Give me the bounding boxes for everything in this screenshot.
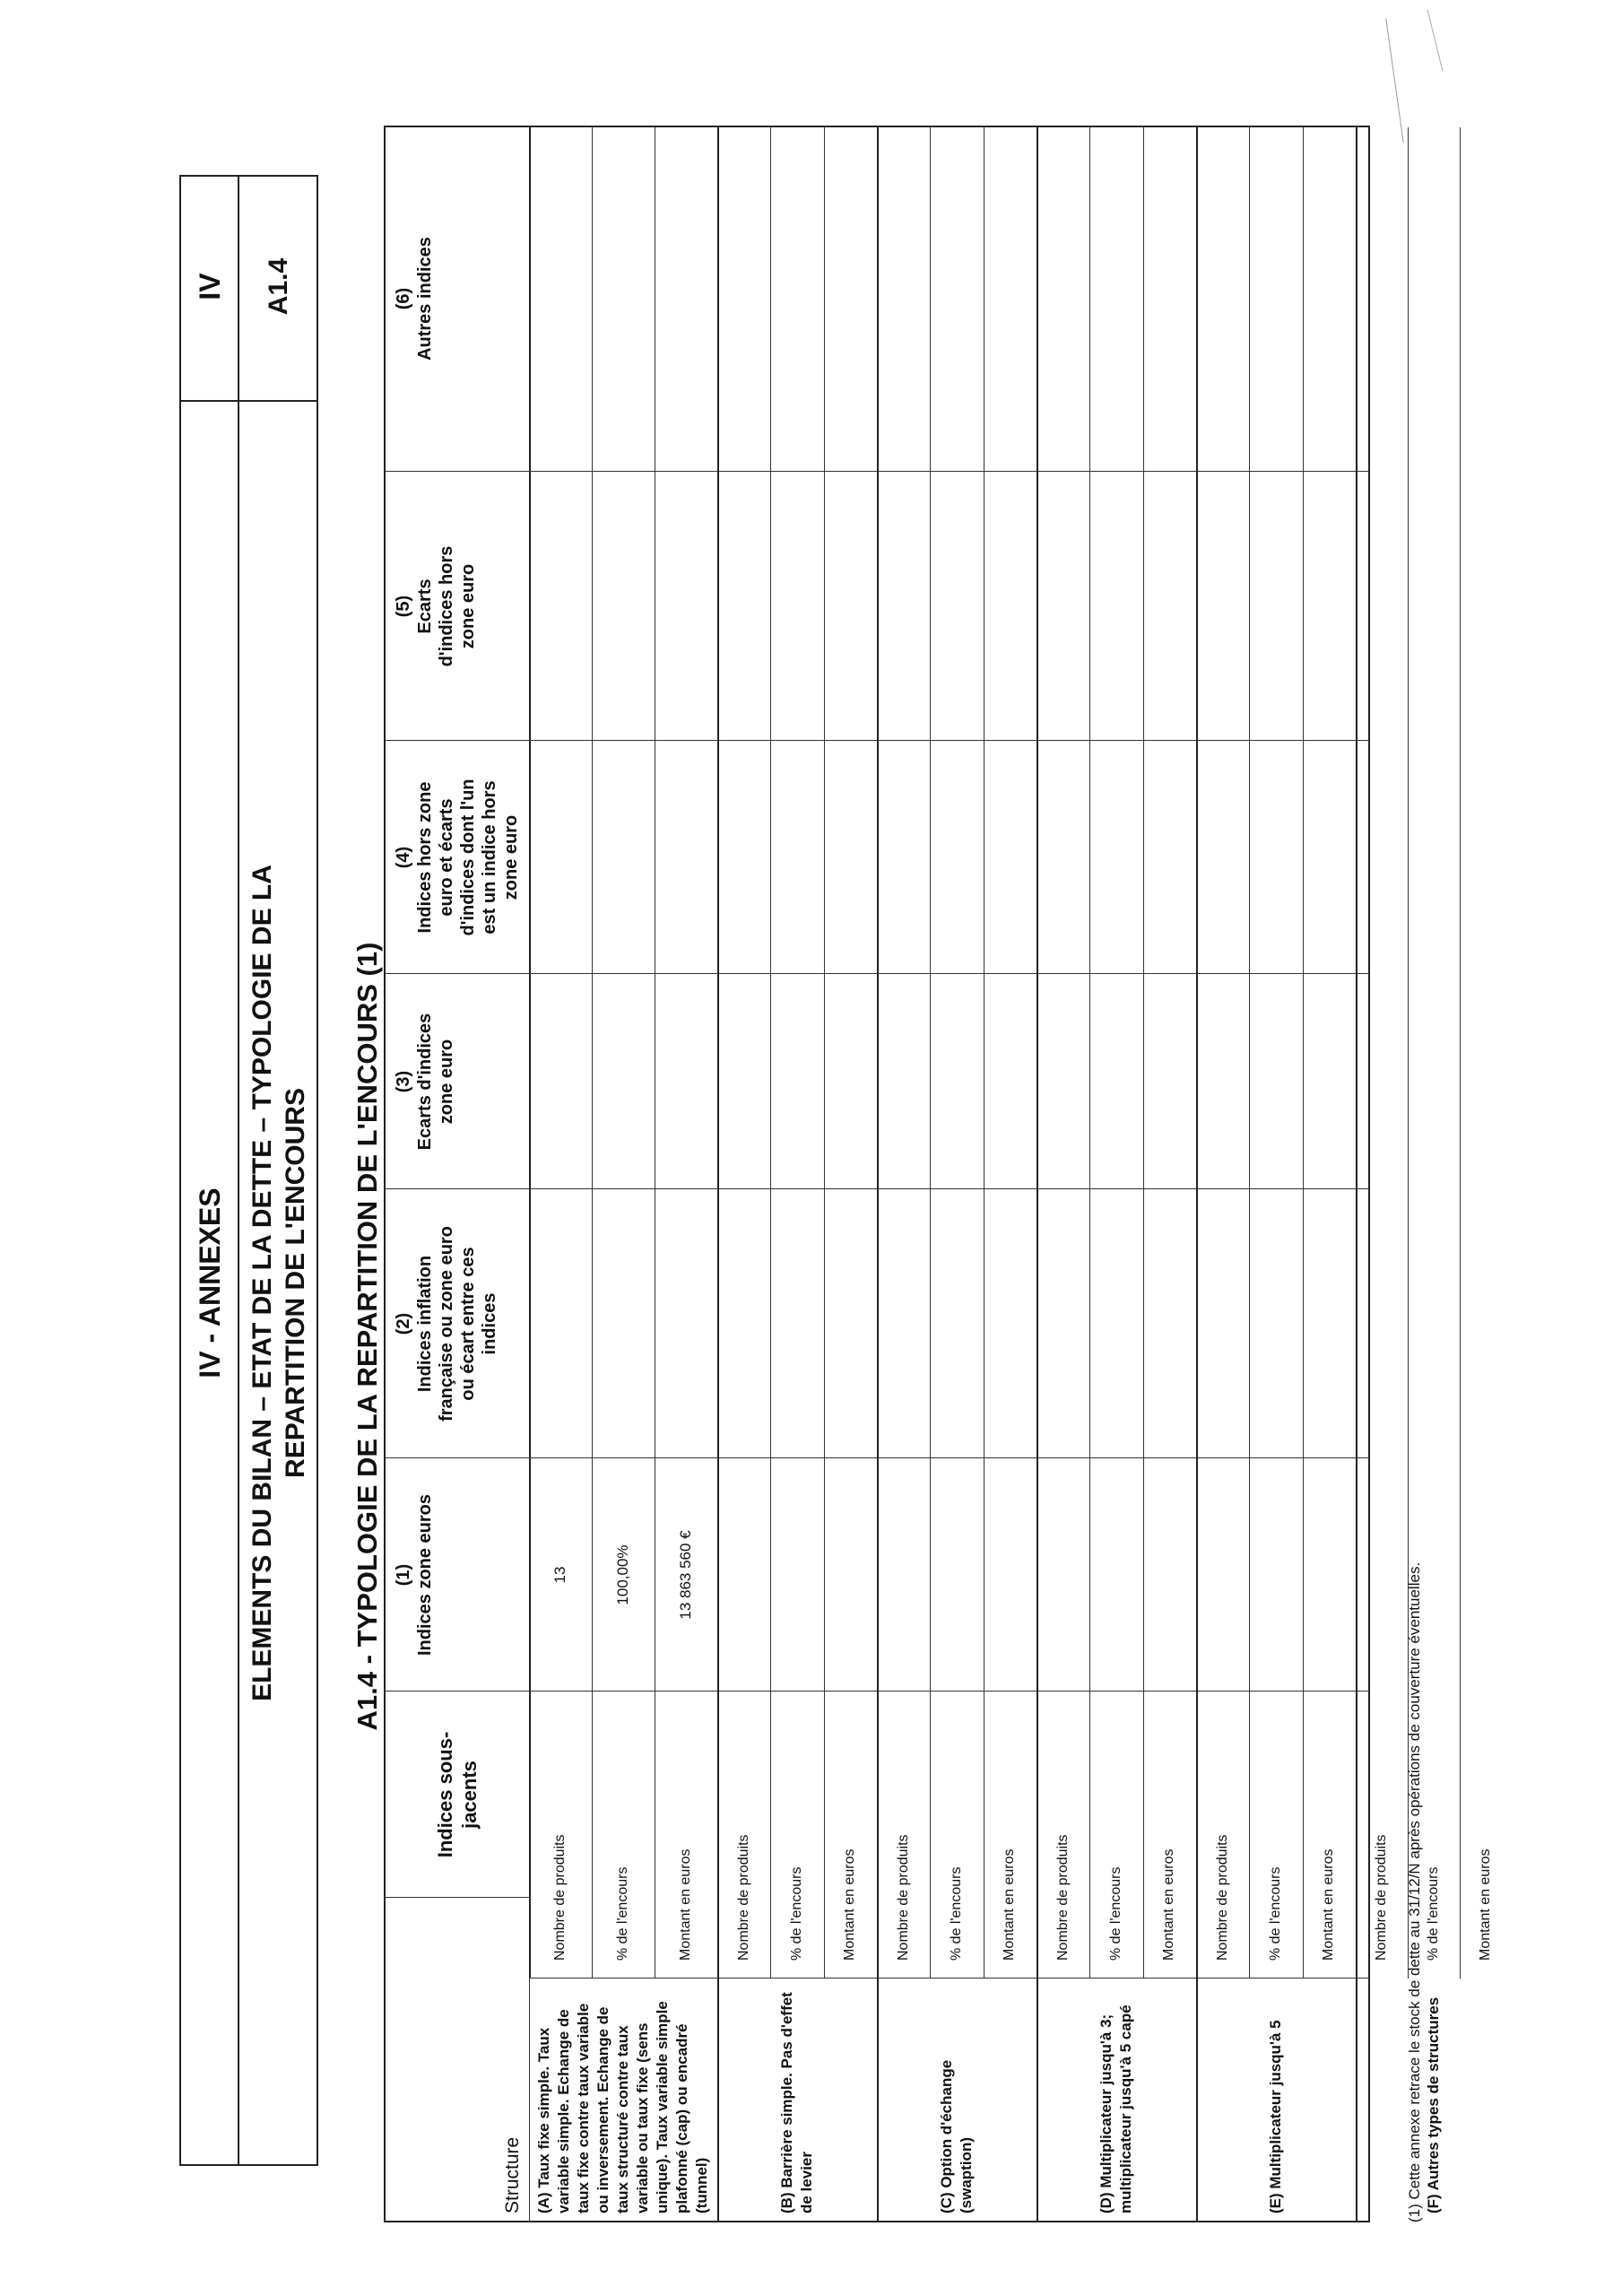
value-cell bbox=[1249, 1458, 1302, 1692]
table-rule bbox=[1460, 127, 1461, 1979]
value-cell bbox=[1460, 1458, 1512, 1692]
value-cell bbox=[1196, 1458, 1249, 1692]
value-cell bbox=[1356, 1458, 1408, 1692]
value-cell bbox=[717, 1458, 770, 1692]
table-rule bbox=[824, 127, 825, 1979]
value-cell bbox=[877, 1458, 930, 1692]
scan-mark bbox=[1385, 19, 1403, 144]
column-head-3: (3) Ecarts d'indices zone euro bbox=[394, 1013, 456, 1151]
value-cell bbox=[984, 1458, 1037, 1692]
row-label: Montant en euros bbox=[1321, 1848, 1337, 1961]
column-head-1: (1) Indices zone euros bbox=[394, 1493, 435, 1657]
value-cell bbox=[930, 1458, 983, 1692]
header-title: IV - ANNEXES bbox=[194, 1187, 226, 1378]
row-label: Nombre de produits bbox=[1374, 1834, 1389, 1961]
row-label: Nombre de produits bbox=[552, 1834, 568, 1961]
row-label: % de l'encours bbox=[615, 1866, 630, 1961]
row-label: Nombre de produits bbox=[895, 1834, 911, 1961]
value-cell bbox=[770, 1458, 823, 1692]
row-label: % de l'encours bbox=[1107, 1866, 1123, 1961]
structure-group-a: (A) Taux fixe simple. Taux variable simple. Echange de taux fixe contre taux variable ou inversement. Echange de taux structuré contre taux variable ou taux fixe (sens unique). Taux variable simple plafonné (cap) ou encadré (tunnel) bbox=[535, 2001, 710, 2213]
value-cell bbox=[1143, 1458, 1196, 1692]
value-cell bbox=[1089, 1458, 1142, 1692]
table-rule bbox=[592, 127, 593, 1979]
row-label: Montant en euros bbox=[1002, 1848, 1018, 1961]
row-label: % de l'encours bbox=[948, 1866, 964, 1961]
annex-header bbox=[179, 175, 318, 2166]
header-code: IV bbox=[194, 273, 226, 300]
row-label: Nombre de produits bbox=[1214, 1834, 1230, 1961]
row-label: Montant en euros bbox=[842, 1848, 858, 1961]
header-subcode: A1.4 bbox=[264, 257, 293, 316]
section-title: A1.4 - TYPOLOGIE DE LA REPARTITION DE L'ENCOURS (1) bbox=[351, 942, 383, 1731]
structure-group-c: (C) Option d'échange (swaption) bbox=[938, 2059, 975, 2213]
indices-label: Indices sous-jacents bbox=[434, 1731, 481, 1858]
row-label: % de l'encours bbox=[1267, 1866, 1283, 1961]
table-rule bbox=[386, 1897, 529, 1898]
footnote: (1) Cette annexe retrace le stock de dette au 31/12/N après opérations de couverture éventuelles. bbox=[1406, 1561, 1423, 2222]
table-rule bbox=[930, 127, 931, 1979]
row-label: Montant en euros bbox=[1478, 1848, 1493, 1961]
table-rule bbox=[770, 127, 771, 1979]
value-cell bbox=[1303, 1458, 1356, 1692]
table-rule bbox=[1143, 127, 1144, 1979]
table-rule bbox=[1089, 127, 1090, 1979]
structure-group-d: (D) Multiplicateur jusqu'à 3; multiplicateur jusqu'à 5 capé bbox=[1097, 2005, 1134, 2213]
scan-mark bbox=[1427, 10, 1444, 71]
row-label: % de l'encours bbox=[788, 1866, 804, 1961]
row-label: Nombre de produits bbox=[735, 1834, 751, 1961]
value-cell: 100,00% bbox=[614, 1544, 631, 1605]
column-head-5: (5) Ecarts d'indices hors zone euro bbox=[394, 545, 478, 667]
column-head-4: (4) Indices hors zone euro et écarts d'indices dont l'un est un indice hors zone euro bbox=[394, 778, 521, 936]
column-head-6: (6) Autres indices bbox=[394, 237, 435, 361]
row-label: Nombre de produits bbox=[1054, 1834, 1071, 1961]
row-label: Montant en euros bbox=[1161, 1848, 1177, 1961]
structure-group-b: (B) Barrière simple. Pas d'effet de levier bbox=[778, 1992, 815, 2213]
table-rule bbox=[1303, 127, 1304, 1979]
column-head-2: (2) Indices inflation française ou zone euro ou écart entre ces indices bbox=[394, 1226, 499, 1422]
value-cell bbox=[824, 1458, 877, 1692]
value-cell bbox=[1037, 1458, 1089, 1692]
header-subtitle: ELEMENTS DU BILAN – ETAT DE LA DETTE – TYPOLOGIE DE LA REPARTITION DE L'ENCOURS bbox=[247, 865, 310, 1701]
structure-group-e: (E) Multiplicateur jusqu'à 5 bbox=[1267, 2020, 1284, 2213]
value-cell: 13 863 560 € bbox=[677, 1530, 694, 1620]
value-cell: 13 bbox=[551, 1566, 568, 1584]
structure-label: Structure bbox=[502, 2136, 523, 2213]
row-label: Montant en euros bbox=[678, 1848, 693, 1961]
row-label: % de l'encours bbox=[1426, 1866, 1441, 1961]
table-rule bbox=[529, 1979, 530, 2221]
structure-group-f: (F) Autres types de structures bbox=[1425, 1996, 1442, 2213]
table-rule bbox=[1249, 127, 1250, 1979]
